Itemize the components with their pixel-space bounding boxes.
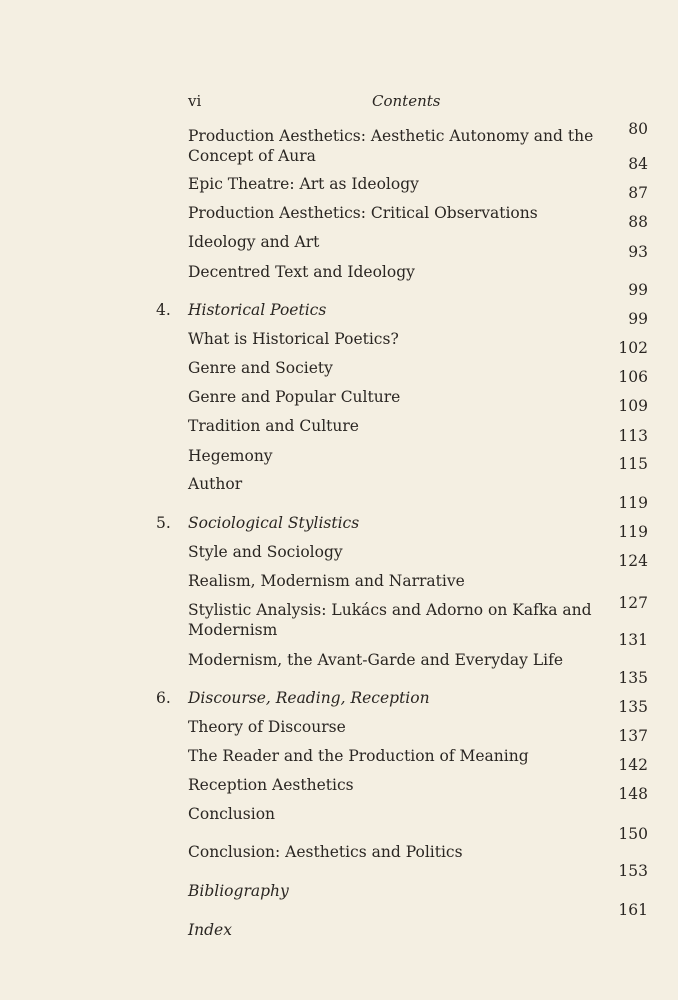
chapter-title: Discourse, Reading, Reception — [188, 689, 430, 707]
chapter-title: Historical Poetics — [188, 301, 327, 319]
entry-page: 88 — [628, 213, 648, 231]
entry-page: 106 — [618, 368, 648, 386]
chapter-title: Sociological Stylistics — [188, 514, 360, 532]
entry-title: What is Historical Poetics? — [188, 330, 399, 348]
entry-title: Stylistic Analysis: Lukács and Adorno on Kafka and Modernism — [188, 601, 592, 639]
entry-title: Hegemony — [188, 447, 273, 465]
entry-page: 99 — [628, 310, 648, 328]
entry-page: 161 — [618, 901, 648, 919]
page-number: vi — [188, 92, 202, 110]
chapter-number: 4. — [156, 301, 171, 319]
chapter-number: 5. — [156, 514, 171, 532]
entry-title: Conclusion — [188, 805, 276, 823]
entry-page: 124 — [618, 552, 648, 570]
entry-title: Production Aesthetics: Aesthetic Autonomy and the Concept of Aura — [188, 127, 594, 165]
entry-title: Index — [188, 921, 232, 939]
entry-title: Theory of Discourse — [188, 718, 346, 736]
entry-page: 153 — [618, 862, 648, 880]
entry-title: Conclusion: Aesthetics and Politics — [188, 843, 463, 861]
entry-title: Reception Aesthetics — [188, 776, 354, 794]
entry-page: 80 — [628, 120, 648, 138]
entry-title: Style and Sociology — [188, 543, 343, 561]
entry-page: 135 — [618, 669, 648, 687]
entry-title: Bibliography — [188, 882, 289, 900]
entry-page: 150 — [618, 825, 648, 843]
entry-page: 115 — [618, 455, 648, 473]
entry-title: Ideology and Art — [188, 233, 320, 251]
chapter-number: 6. — [156, 689, 171, 707]
entry-page: 127 — [618, 594, 648, 612]
running-title: Contents — [372, 92, 441, 110]
entry-page: 119 — [618, 494, 648, 512]
entry-page: 135 — [618, 698, 648, 716]
entry-title: The Reader and the Production of Meaning — [188, 747, 529, 765]
entry-page: 142 — [618, 756, 648, 774]
entry-page: 131 — [618, 631, 648, 649]
entry-page: 87 — [628, 184, 648, 202]
entry-page: 109 — [618, 397, 648, 415]
entry-page: 148 — [618, 785, 648, 803]
entry-page: 113 — [618, 427, 648, 445]
entry-title: Tradition and Culture — [188, 417, 359, 435]
entry-title: Decentred Text and Ideology — [188, 263, 415, 281]
entry-title: Modernism, the Avant-Garde and Everyday Life — [188, 651, 564, 669]
entry-page: 119 — [618, 523, 648, 541]
entry-title: Author — [188, 475, 243, 493]
entry-page: 99 — [628, 281, 648, 299]
entry-page: 93 — [628, 243, 648, 261]
entry-page: 102 — [618, 339, 648, 357]
entry-title: Epic Theatre: Art as Ideology — [188, 175, 419, 193]
entry-title: Genre and Society — [188, 359, 333, 377]
entry-title: Realism, Modernism and Narrative — [188, 572, 465, 590]
entry-title: Production Aesthetics: Critical Observations — [188, 204, 538, 222]
entry-page: 84 — [628, 155, 648, 173]
entry-page: 137 — [618, 727, 648, 745]
entry-title: Genre and Popular Culture — [188, 388, 401, 406]
